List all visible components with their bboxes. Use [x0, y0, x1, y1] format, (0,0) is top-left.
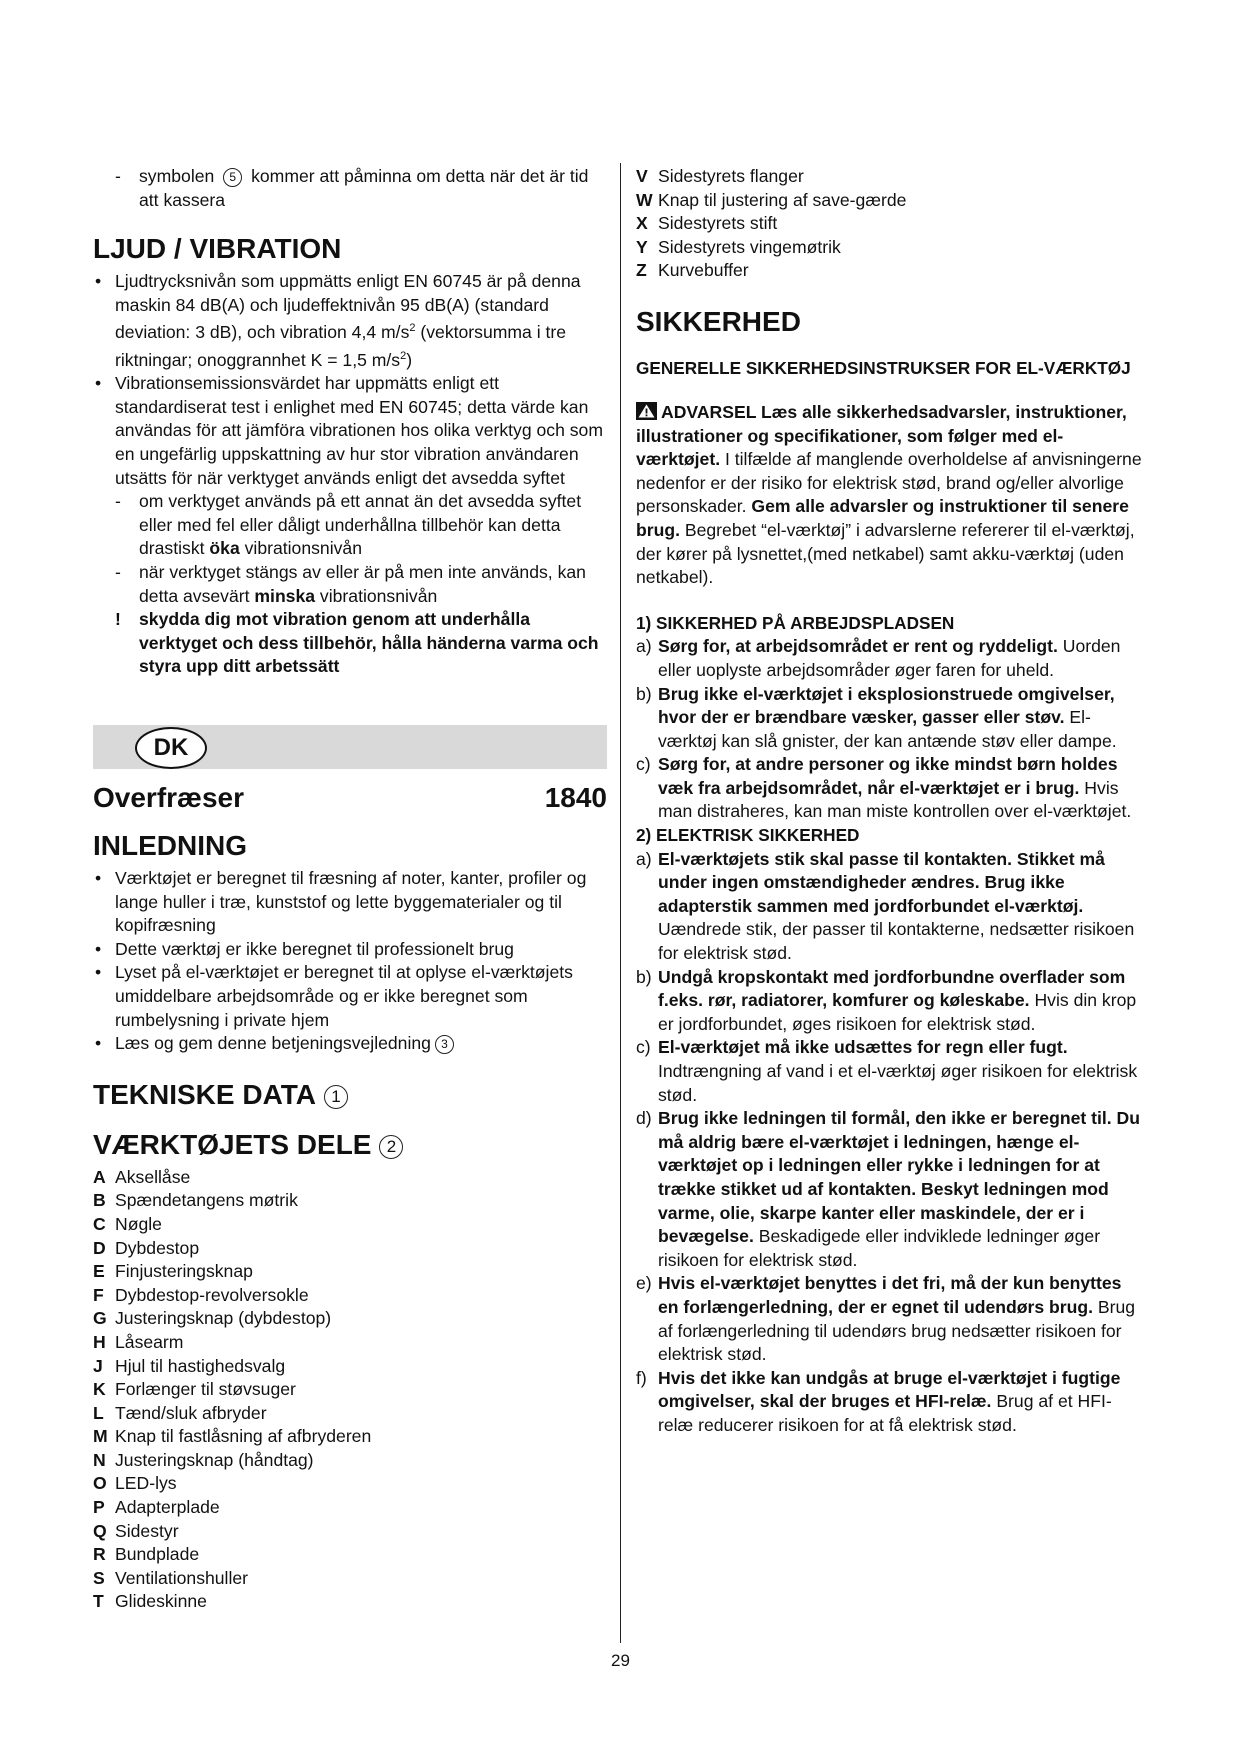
warning-triangle-icon [636, 402, 657, 420]
part-item: Z Kurvebuffer [636, 260, 749, 281]
kassera-note: - symbolen 5 kommer att påminna om detta när det är tid att kassera [93, 165, 607, 212]
inledning-list [93, 867, 607, 1056]
page-number: 29 [611, 1651, 630, 1670]
part-item: E Finjusteringsknap [93, 1261, 253, 1282]
part-item: P Adapterplade [93, 1497, 220, 1518]
part-item: T Glideskinne [93, 1591, 207, 1612]
part-item: N Justeringsknap (håndtag) [93, 1449, 314, 1470]
part-item: J Hjul til hastighedsvalg [93, 1355, 286, 1376]
section2-heading: 2) ELEKTRISK SIKKERHED [636, 825, 860, 846]
inledning-heading: INLEDNING [93, 830, 247, 861]
list-item: • Dette værktøj er ikke beregnet til professionelt brug [93, 938, 607, 962]
part-item: D Dybdestop [93, 1237, 200, 1258]
part-item: B Spændetangens møtrik [93, 1190, 298, 1211]
list-item: • Lyset på el-værktøjet er beregnet til at oplyse el-værktøjets umiddelbare arbejdsområde og er ikke beregnet som rumbelysning i private hjem [93, 961, 607, 1032]
part-item: M Knap til fastlåsning af afbryderen [93, 1426, 372, 1447]
safety-item: f) Hvis det ikke kan undgås at bruge el-værktøjet i fugtige omgivelser, skal der bruges et HFI-relæ. Brug af et HFI-relæ reducerer risikoen for at få elektrisk stød. [636, 1367, 1121, 1435]
tekniske-heading: TEKNISKE DATA 1 [93, 1078, 607, 1112]
sub-item-decrease: - när verktyget stängs av eller är på men inte används, kan detta avsevärt minska vibrationsnivån [93, 561, 607, 608]
general-safety-heading: GENERELLE SIKKERHEDSINSTRUKSER FOR EL-VÆRKTØJ [636, 357, 1131, 378]
part-item: C Nøgle [93, 1213, 162, 1234]
left-column [93, 165, 607, 1614]
model-number: 1840 [544, 782, 607, 813]
part-item: R Bundplade [93, 1544, 200, 1565]
column-divider [620, 163, 621, 1643]
safety-item: b) Brug ikke el-værktøjet i eksplosionstruede omgivelser, hvor der er brændbare væsker, gasser eller støv. El-værktøj kan slå gnister, der kan antænde støv eller dampe. [636, 683, 1117, 751]
part-item: G Justeringsknap (dybdestop) [93, 1308, 332, 1329]
list-item: • Vibrationsemissionsvärdet har uppmätts enligt ett standardiserat test i enlighet med EN 60745; detta värde kan användas för att jämföra vibrationen hos olika verktyg och som en ungefärlig uppskattning av hur stor vibration användaren utsätts för när verktyget används enligt det avsedda syftet [93, 372, 607, 490]
part-item: A Aksellåse [93, 1166, 191, 1187]
ljud-list [93, 270, 607, 490]
vibration-warning: ! skydda dig mot vibration genom att underhålla verktyget och dess tillbehör, hålla händerna varma och styra upp ditt arbetssätt [115, 609, 599, 677]
figure-ref-5: 5 [223, 168, 242, 187]
part-item: X Sidestyrets stift [636, 213, 778, 234]
part-item: W Knap til justering af save-gærde [636, 189, 907, 210]
part-item: K Forlænger til støvsuger [93, 1379, 296, 1400]
parts-list-continued [636, 165, 1144, 283]
safety-item: e) Hvis el-værktøjet benyttes i det fri, må der kun benyttes en forlængerledning, der er egnet til udendørs brug. Brug af forlængerledning til udendørs brug nedsætter risikoen for elektrisk stød. [636, 1273, 1136, 1365]
part-item: O LED-lys [93, 1473, 177, 1494]
part-item: Q Sidestyr [93, 1520, 179, 1541]
part-item: Y Sidestyrets vingemøtrik [636, 236, 841, 257]
safety-item: b) Undgå kropskontakt med jordforbundne overflader som f.eks. rør, radiatorer, komfurer og køleskabe. Hvis din krop er jordforbundet, øges risikoen for elektrisk stød. [636, 966, 1137, 1034]
part-item: L Tænd/sluk afbryder [93, 1402, 267, 1423]
product-title: Overfræser [93, 782, 244, 813]
product-title-row [93, 781, 607, 815]
figure-ref-3: 3 [435, 1035, 454, 1054]
figure-ref-1: 1 [324, 1085, 348, 1109]
safety-item: d) Brug ikke ledningen til formål, den ikke er beregnet til. Du må aldrig bære el-værktøjet i ledningen, hænge el-værktøjet op i ledningen eller rykke i ledningen for at trække stikket ud af kontakten. Beskyt ledningen mod varme, olie, skarpe kanter eller maskindele, der er i bevægelse. Beskadigede eller indviklede ledninger øger risikoen for elektrisk stød. [636, 1108, 1140, 1270]
country-code-badge: DK [135, 727, 207, 769]
warning-paragraph: ADVARSEL Læs alle sikkerhedsadvarsler, instruktioner, illustrationer og specifikationer, som følger med el-værktøjet. I tilfælde af manglende overholdelse af anvisningerne nedenfor er der risiko for elektrisk stød, brand og/eller alvorlige personskader. Gem alle advarsler og instruktioner til senere brug. Begrebet “el-værktøj” i advarslerne refererer til el-værktøj, der kører på lysnettet,(med netkabel) samt akku-værktøj (uden netkabel). [636, 401, 1142, 588]
sikkerhed-heading: SIKKERHED [636, 305, 801, 337]
list-item: • Værktøjet er beregnet til fræsning af noter, kanter, profiler og lange huller i træ, kunststof og lette byggematerialer og til kopifræsning [93, 867, 607, 938]
safety-item: a) Sørg for, at arbejdsområdet er rent og ryddeligt. Uorden eller uoplyste arbejdsområder øger faren for uheld. [636, 636, 1121, 680]
part-item: F Dybdestop-revolversokle [93, 1284, 309, 1305]
dele-heading: VÆRKTØJETS DELE 2 [93, 1128, 607, 1162]
part-item: S Ventilationshuller [93, 1567, 249, 1588]
parts-list [93, 1166, 607, 1614]
list-item: • Læs og gem denne betjeningsvejledning 3 [93, 1032, 607, 1056]
ljud-heading: LJUD / VIBRATION [93, 233, 342, 265]
part-item: H Låsearm [93, 1331, 184, 1352]
safety-item: c) Sørg for, at andre personer og ikke mindst børn holdes væk fra arbejdsområdet, når el-værktøjet er i brug. Hvis man distraheres, kan man miste kontrollen over el-værktøjet. [636, 754, 1132, 822]
safety-item: a) El-værktøjets stik skal passe til kontakten. Stikket må under ingen omstændigheder ændres. Brug ikke adapterstik sammen med jordforbundet el-værktøj. Uændrede stik, der passer til kontakterne, nedsætter risikoen for elektrisk stød. [636, 848, 1135, 964]
safety-item: c) El-værktøjet må ikke udsættes for regn eller fugt. Indtrængning af vand i et el-værktøj øger risikoen for elektrisk stød. [636, 1037, 1138, 1105]
section1-heading: 1) SIKKERHED PÅ ARBEJDSPLADSEN [636, 612, 955, 633]
right-column [636, 165, 1144, 1438]
figure-ref-2: 2 [379, 1135, 403, 1159]
sub-item-increase: - om verktyget används på ett annat än det avsedda syftet eller med fel eller dåligt underhållna tillbehör kan detta drastiskt öka vibrationsnivån [93, 490, 607, 561]
country-band [93, 725, 607, 769]
list-item: • Ljudtrycksnivån som uppmätts enligt EN 60745 är på denna maskin 84 dB(A) och ljudeffektnivån 95 dB(A) (standard deviation: 3 dB), och vibration 4,4 $m/s^2$ (vektorsumma i tre riktningar; onoggrannhet K = 1,5 $m/s^2$) [93, 270, 607, 372]
part-item: V Sidestyrets flanger [636, 166, 804, 186]
